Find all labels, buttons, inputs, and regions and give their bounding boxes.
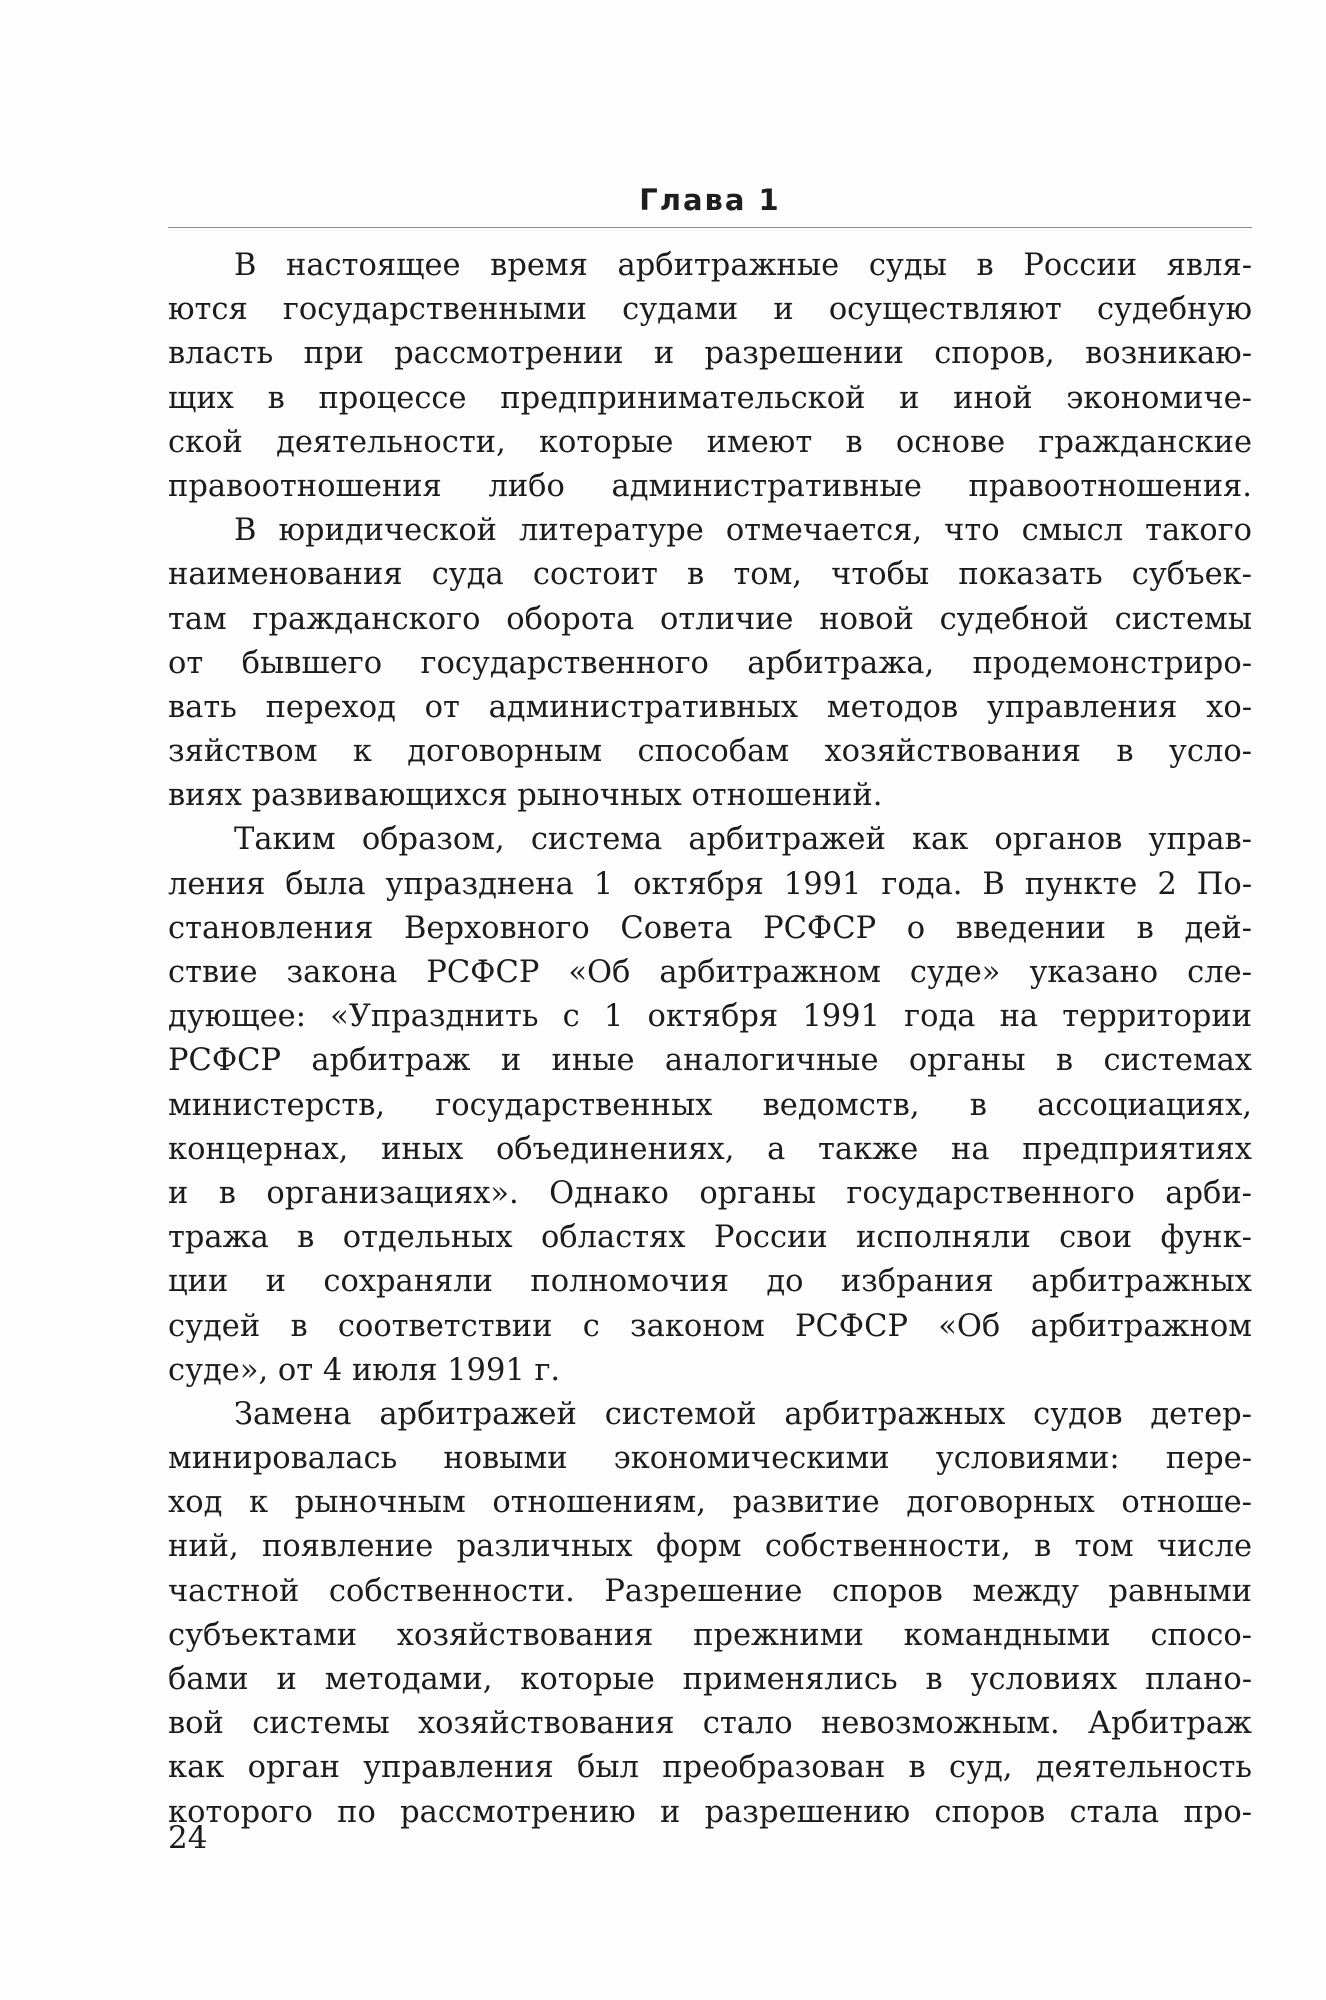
paragraph	[168, 509, 1252, 818]
text-line: вать переход от административных методов управления хо-	[168, 689, 1252, 725]
text-line: ход к рыночным отношениям, развитие договорных отноше-	[168, 1485, 1252, 1521]
text-line: власть при рассмотрении и разрешении споров, возникаю-	[168, 336, 1252, 372]
text-line: правоотношения либо административные правоотношения.	[168, 468, 1252, 504]
text-line: и в организациях». Однако органы государственного арби-	[168, 1175, 1252, 1211]
text-line: как орган управления был преобразован в суд, деятельность	[168, 1750, 1252, 1786]
text-line: вой системы хозяйствования стало невозможным. Арбитраж	[168, 1706, 1252, 1742]
text-line: ствие закона РСФСР «Об арбитражном суде» указано сле-	[168, 955, 1252, 990]
text-line: дующее: «Упразднить с 1 октября 1991 года на территории	[168, 999, 1252, 1035]
text-line: Таким образом, система арбитражей как органов управ-	[234, 822, 1252, 858]
text-line: зяйством к договорным способам хозяйствования в усло-	[168, 734, 1252, 770]
page-number: 24	[168, 1820, 208, 1856]
text-line: В юридической литературе отмечается, что смысл такого	[234, 513, 1252, 549]
text-line: ления была упразднена 1 октября 1991 года. В пункте 2 По-	[168, 866, 1252, 902]
text-line: бами и методами, которые применялись в условиях плано-	[168, 1662, 1252, 1697]
text-line: суде», от 4 июля 1991 г.	[168, 1352, 561, 1388]
text-line: судей в соответствии с законом РСФСР «Об арбитражном	[168, 1308, 1252, 1344]
text-line: ской деятельности, которые имеют в основе гражданские	[168, 424, 1252, 460]
text-line: минировалась новыми экономическими условиями: пере-	[168, 1441, 1252, 1477]
paragraph	[168, 818, 1252, 1392]
text-line: виях развивающихся рыночных отношений.	[168, 778, 883, 814]
body-text	[168, 244, 1252, 1835]
text-line: ются государственными судами и осуществляют судебную	[168, 292, 1252, 328]
text-line: там гражданского оборота отличие новой судебной системы	[168, 601, 1252, 637]
text-line: щих в процессе предпринимательской и иной экономиче-	[168, 380, 1252, 416]
text-line: которого по рассмотрению и разрешению споров стала про-	[168, 1794, 1252, 1830]
text-line: РСФСР арбитраж и иные аналогичные органы в системах	[168, 1043, 1252, 1079]
text-line: ции и сохраняли полномочия до избрания арбитражных	[168, 1264, 1252, 1300]
text-line: наименования суда состоит в том, чтобы показать субъек-	[168, 557, 1252, 593]
text-line: ний, появление различных форм собственности, в том числе	[168, 1529, 1252, 1565]
text-line: субъектами хозяйствования прежними командными спосо-	[168, 1617, 1252, 1653]
text-line: от бывшего государственного арбитража, продемонстриро-	[168, 645, 1252, 681]
header-rule	[168, 227, 1252, 228]
text-line: тража в отдельных областях России исполняли свои функ-	[168, 1220, 1252, 1256]
running-head: Глава 1	[639, 183, 781, 217]
text-line: концернах, иных объединениях, а также на предприятиях	[168, 1131, 1252, 1167]
text-line: становления Верховного Совета РСФСР о введении в дей-	[168, 910, 1252, 946]
paragraph	[168, 244, 1252, 509]
text-line: министерств, государственных ведомств, в ассоциациях,	[168, 1087, 1252, 1123]
text-line: В настоящее время арбитражные суды в России явля-	[234, 248, 1252, 283]
text-line: Замена арбитражей системой арбитражных судов детер-	[234, 1396, 1252, 1432]
paragraph	[168, 1393, 1252, 1835]
text-line: частной собственности. Разрешение споров между равными	[168, 1573, 1252, 1609]
